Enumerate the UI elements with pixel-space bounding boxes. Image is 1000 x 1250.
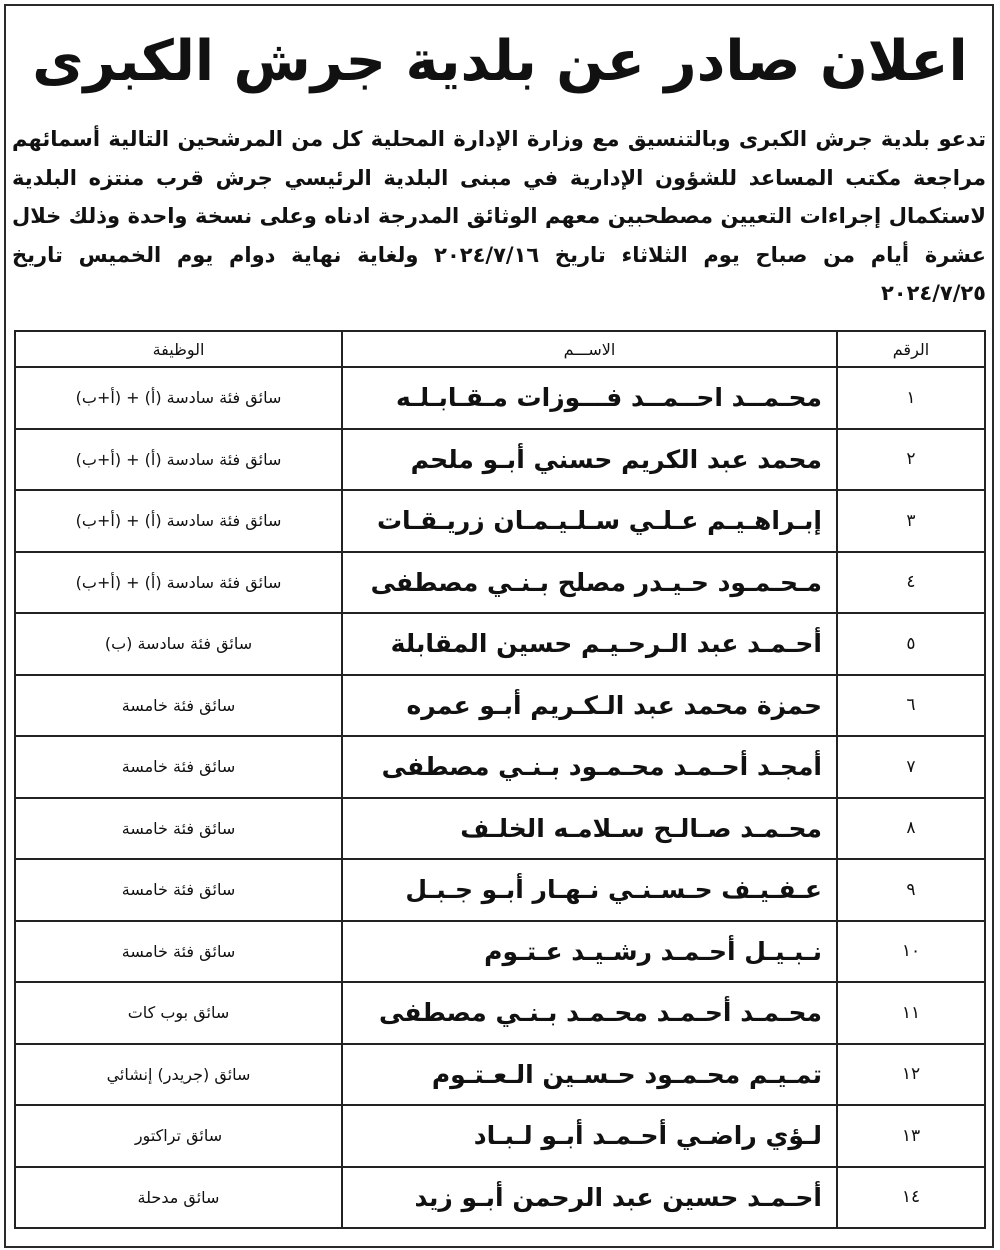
table-row bbox=[15, 490, 985, 552]
candidate-name: حمزة محمد عبد الـكـريم أبـو عمره bbox=[342, 675, 837, 737]
candidate-name: إبـراهـيـم عـلـي سـلـيـمـان زريـقـات bbox=[342, 490, 837, 552]
candidate-name: محـمـد أحـمـد محـمـد بـنـي مصطفى bbox=[342, 982, 837, 1044]
row-number: ٦ bbox=[837, 675, 985, 737]
job-title: سائق فئة خامسة bbox=[15, 921, 342, 983]
intro-paragraph: تدعو بلدية جرش الكبرى وبالتنسيق مع وزارة الإدارة المحلية كل من المرشحين التالية أسمائهم مراجعة مكتب المساعد للشؤون الإدارية في مبنى البلدية الرئيسي جرش قرب منتزه البلدية لاستكمال إجراءات التعيين مصطحبين معهم الوثائق المدرجة ادناه وعلى نسخة واحدة وذلك خلال عشرة أيام من صباح يوم الثلاثاء تاريخ ٢٠٢٤/٧/١٦ ولغاية نهاية دوام يوم الخميس تاريخ ٢٠٢٤/٧/٢٥ bbox=[12, 127, 986, 305]
job-title: سائق فئة سادسة (أ) + (أ+ب) bbox=[15, 490, 342, 552]
table-row bbox=[15, 1167, 985, 1229]
table-row bbox=[15, 859, 985, 921]
table-row bbox=[15, 552, 985, 614]
candidates-table bbox=[14, 330, 986, 1229]
row-number: ٤ bbox=[837, 552, 985, 614]
job-title: سائق فئة سادسة (ب) bbox=[15, 613, 342, 675]
row-number: ٩ bbox=[837, 859, 985, 921]
row-number: ١١ bbox=[837, 982, 985, 1044]
row-number: ٢ bbox=[837, 429, 985, 491]
candidate-name: محمد عبد الكريم حسني أبـو ملحم bbox=[342, 429, 837, 491]
candidate-name: محـمـد صـالـح سـلامـه الخلـف bbox=[342, 798, 837, 860]
header-number: الرقم bbox=[837, 331, 985, 367]
page-title: اعلان صادر عن بلدية جرش الكبرى bbox=[32, 29, 968, 94]
table-row bbox=[15, 798, 985, 860]
table-row bbox=[15, 367, 985, 429]
table-row bbox=[15, 736, 985, 798]
row-number: ٨ bbox=[837, 798, 985, 860]
row-number: ١٤ bbox=[837, 1167, 985, 1229]
candidate-name: مـحـمـود حـيـدر مصلح بـنـي مصطفى bbox=[342, 552, 837, 614]
job-title: سائق فئة خامسة bbox=[15, 859, 342, 921]
candidate-name: عـفـيـف حـسـنـي نـهـار أبـو جـبـل bbox=[342, 859, 837, 921]
job-title: سائق فئة سادسة (أ) + (أ+ب) bbox=[15, 552, 342, 614]
table-row bbox=[15, 675, 985, 737]
candidate-name: نـبـيـل أحـمـد رشـيـد عـتـوم bbox=[342, 921, 837, 983]
candidate-name: تمـيـم محـمـود حـسـين الـعـتـوم bbox=[342, 1044, 837, 1106]
job-title: سائق فئة خامسة bbox=[15, 736, 342, 798]
table-row bbox=[15, 1105, 985, 1167]
row-number: ٣ bbox=[837, 490, 985, 552]
candidate-name: محـمــد احــمــد فـــوزات مـقـابـلـه bbox=[342, 367, 837, 429]
row-number: ١٢ bbox=[837, 1044, 985, 1106]
job-title: سائق فئة سادسة (أ) + (أ+ب) bbox=[15, 367, 342, 429]
row-number: ٥ bbox=[837, 613, 985, 675]
table-row bbox=[15, 429, 985, 491]
job-title: سائق فئة خامسة bbox=[15, 675, 342, 737]
job-title: سائق تراكتور bbox=[15, 1105, 342, 1167]
job-title: سائق مدحلة bbox=[15, 1167, 342, 1229]
row-number: ١٣ bbox=[837, 1105, 985, 1167]
row-number: ١٠ bbox=[837, 921, 985, 983]
candidate-name: أحـمـد حسين عبد الرحمن أبـو زيد bbox=[342, 1167, 837, 1229]
candidate-name: أمجـد أحـمـد محـمـود بـنـي مصطفى bbox=[342, 736, 837, 798]
candidate-name: أحـمـد عبد الـرحـيـم حسين المقابلة bbox=[342, 613, 837, 675]
job-title: سائق فئة سادسة (أ) + (أ+ب) bbox=[15, 429, 342, 491]
header-name: الاســـم bbox=[342, 331, 837, 367]
job-title: سائق (جريدر) إنشائي bbox=[15, 1044, 342, 1106]
table-row bbox=[15, 982, 985, 1044]
row-number: ٧ bbox=[837, 736, 985, 798]
table-header-row bbox=[15, 331, 985, 367]
candidate-name: لـؤي راضـي أحـمـد أبـو لـبـاد bbox=[342, 1105, 837, 1167]
header-job: الوظيفة bbox=[15, 331, 342, 367]
row-number: ١ bbox=[837, 367, 985, 429]
table-row bbox=[15, 921, 985, 983]
table-row bbox=[15, 1044, 985, 1106]
job-title: سائق بوب كات bbox=[15, 982, 342, 1044]
job-title: سائق فئة خامسة bbox=[15, 798, 342, 860]
table-row bbox=[15, 613, 985, 675]
